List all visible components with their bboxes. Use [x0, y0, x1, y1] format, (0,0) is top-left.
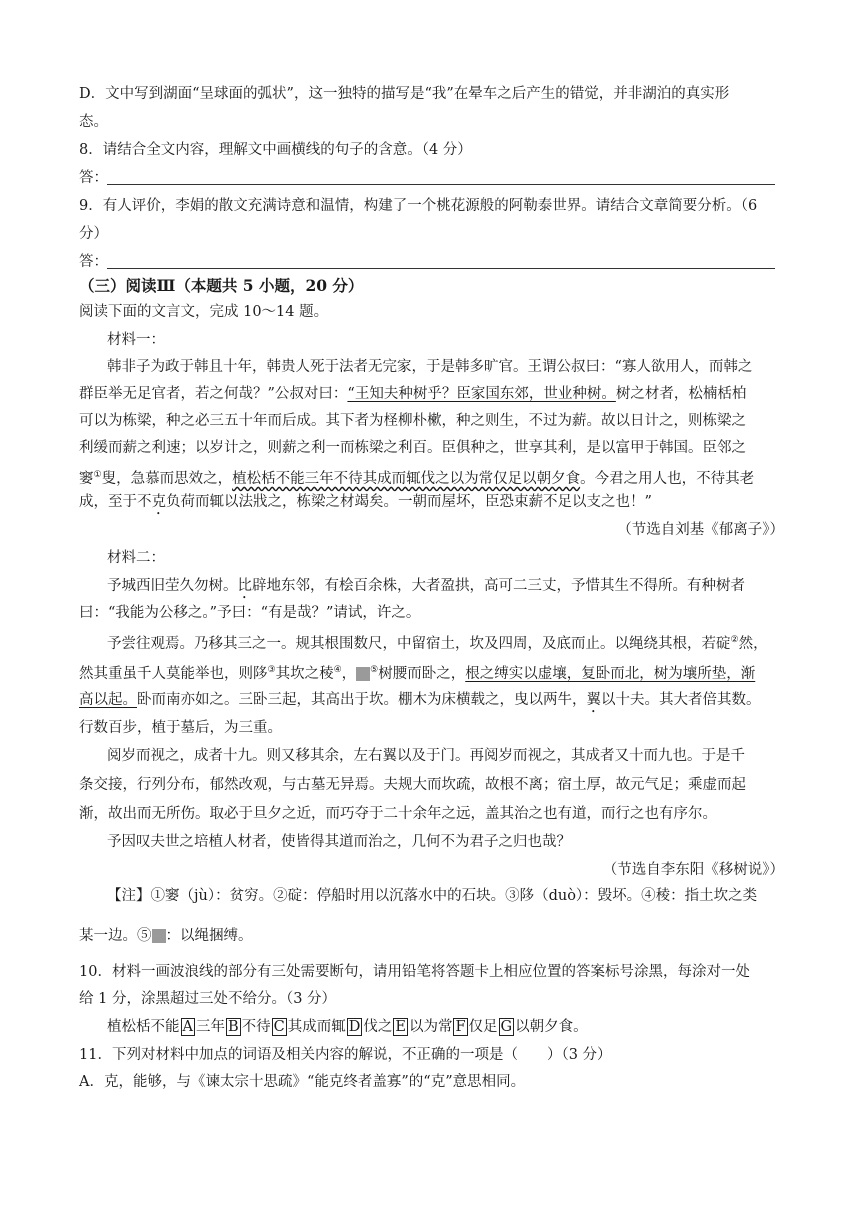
- material1-line: 群臣举无足官者，若之何哉？”公叔对曰：“王知夫种树乎？臣家国东郊，世业种树。树之材者，松楠栝柏: [79, 386, 747, 402]
- q10-stem-cont: 给 1 分，涂黑超过三处不给分。（3 分）: [79, 991, 337, 1007]
- q9-stem-cont: 分）: [79, 226, 108, 242]
- material1-line: 成，至于不克负荷而辄以法戕之，栋梁之材竭矣。一朝而屋坏，臣恐束薪不足以支之也！”: [79, 494, 652, 510]
- material1-line: 可以为栋梁，种之必三五十年而后成。其下者为柽柳朴樕，种之则生，不过为薪。故以日计之，则栋梁之: [79, 413, 746, 429]
- q8-answer-line[interactable]: [107, 184, 775, 185]
- wavy-underlined-sentence: 植松栝不能三年不待其成而辄伐之以为常仅足以朝夕食: [232, 470, 581, 487]
- answer-mark-f[interactable]: F: [455, 1019, 466, 1035]
- material1-source: （节选自刘基《郁离子》）: [617, 522, 784, 538]
- material2-line: 行数百步，植于墓后，为三重。: [79, 720, 282, 736]
- q9-answer-line[interactable]: [107, 268, 775, 269]
- answer-mark-c[interactable]: C: [273, 1019, 285, 1035]
- q8-answer-label: 答：: [79, 170, 108, 186]
- illegible-glyph-image: [152, 929, 166, 943]
- material2-source: （节选自李东阳《移树说》）: [602, 862, 784, 878]
- q9-answer-label: 答：: [79, 254, 108, 270]
- material1-line: 利缓而薪之利速；以岁计之，则薪之利一而栋梁之利百。臣俱种之，世享其利，是以富甲于韩国。臣邻之: [79, 440, 746, 456]
- material1-line: 韩非子为政于韩且十年，韩贵人死于法者无完家，于是韩多旷官。王谓公叔曰：“寡人欲用人，而韩之: [107, 359, 753, 375]
- material2-line: 曰：“我能为公移之。”予曰：“有是哉？”请试，许之。: [79, 605, 421, 621]
- material2-line: 阅岁而视之，成者十九。则又移其余，左右翼以及于门。再阅岁而视之，其成者又十而九也。于是千: [107, 748, 745, 764]
- answer-mark-e[interactable]: E: [395, 1019, 406, 1035]
- material2-line: 渐，故出而无所伤。取必于旦夕之近，而巧夺于二十余年之远，盖其治之也有道，而行之也有序尔。: [79, 806, 717, 822]
- q10-stem: 10．材料一画波浪线的部分有三处需要断句，请用铅笔将答题卡上相应位置的答案标号涂黑，每涂对一处: [79, 964, 750, 980]
- underlined-sentence: “王知夫种树乎？臣家国东郊，世业种树。: [347, 386, 616, 402]
- q11-stem: 11．下列对材料中加点的词语及相关内容的解说，不正确的一项是（ ）（3 分）: [79, 1047, 612, 1063]
- q9-stem: 9．有人评价，李娟的散文充满诗意和温情，构建了一个桃花源般的阿勒泰世界。请结合文章简要分析。（6: [79, 198, 758, 214]
- material2-line: 高以起。卧而南亦如之。三卧三起，其高出于坎。棚木为床横载之，曳以两牛，翼以十夫。其大者倍其数。: [79, 692, 761, 708]
- material2-line: 予尝往观焉。乃移其三之一。规其根围数尺，中留宿土，坎及四周，及底而止。以绳绕其根，若碇②然，: [107, 635, 768, 652]
- answer-mark-a[interactable]: A: [182, 1019, 193, 1035]
- answer-mark-d[interactable]: D: [348, 1019, 361, 1035]
- q7-option-d: D．文中写到湖面“呈球面的弧状”，这一独特的描写是“我”在晕车之后产生的错觉，并非湖泊的真实形: [79, 86, 730, 102]
- note-line: 某一边。⑤ ：以绳捆缚。: [79, 928, 253, 944]
- material2-line: 予城西旧茔久勿树。比辟地东邻，有桧百余株，大者盈拱，高可二三丈，予惜其生不得所。有种树者: [107, 578, 745, 594]
- q7-option-d-cont: 态。: [79, 114, 108, 130]
- material2-line: 然其重虽千人莫能举也，则陊③其坎之稜④， ⑤树腰而卧之，根之缚实以虚壤，复卧而北，树为壤所垫，渐: [79, 665, 756, 682]
- note-line: 【注】①窭（jù）：贫穷。②碇：停船时用以沉落水中的石块。③陊（duò）：毁坏。④稜：指土坎之类: [107, 888, 758, 904]
- underlined-sentence: 根之缚实以虚壤，复卧而北，树为壤所垫，渐: [465, 665, 756, 682]
- material2-label: 材料二：: [107, 550, 165, 566]
- dotted-word: 翼: [586, 692, 601, 708]
- dotted-word: 比: [237, 578, 252, 594]
- q8-stem: 8．请结合全文内容，理解文中画横线的句子的含意。（4 分）: [79, 142, 472, 158]
- underlined-sentence: 高以起。: [79, 692, 137, 708]
- material1-line: 窭①叟，急慕而思效之，植松栝不能三年不待其成而辄伐之以为常仅足以朝夕食。今君之用人也，不待其老: [79, 470, 755, 487]
- section-title: （三）阅读Ⅲ（本题共 5 小题，20 分）: [79, 276, 364, 295]
- q11-option-a: A．克，能够，与《谏太宗十思疏》“能克终者盖寡”的“克”意思相同。: [79, 1074, 526, 1090]
- material1-label: 材料一：: [107, 332, 165, 348]
- illegible-glyph-image: [356, 667, 370, 681]
- dotted-word: 克: [151, 494, 166, 510]
- material2-line: 予因叹夫世之培植人材者，使皆得其道而治之，几何不为君子之归也哉？: [107, 834, 571, 850]
- answer-mark-g[interactable]: G: [500, 1019, 513, 1035]
- section-instruction: 阅读下面的文言文，完成 10～14 题。: [79, 304, 329, 320]
- answer-mark-b[interactable]: B: [227, 1019, 239, 1035]
- material2-line: 条交接，行列分布，郁然改观，与古墓无异焉。夫规大而坎疏，故根不离；宿土厚，故元气足；乘虚而起: [79, 777, 746, 793]
- q10-segment-line: 植松栝不能 A 三年 B 不待 C 其成而辄 D 伐之 E 以为常 F 仅足 G 以朝夕食。: [107, 1019, 588, 1035]
